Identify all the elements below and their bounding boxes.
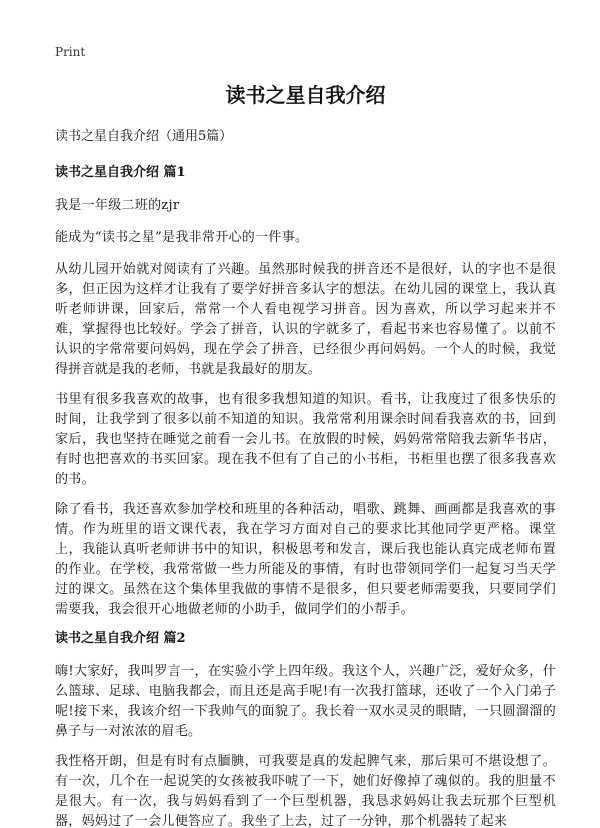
paragraph: 能成为“读书之星”是我非常开心的一件事。: [55, 230, 309, 245]
print-link[interactable]: Print: [55, 45, 86, 59]
paragraph: 嗨!大家好，我叫罗言一，在实验小学上四年级。我这个人，兴趣广泛，爱好众多，什么篮球、足球、电脑我都会，而且还是高手呢!有一次我打篮球，还收了一个入门弟子呢!接下来，我该介绍一下我帅气的面貌了。我长着一双水灵灵的眼睛，一只圆溜溜的鼻子与一对浓浓的眉毛。: [55, 664, 556, 739]
paragraph: 我是一年级二班的zjr: [55, 198, 180, 213]
section-heading-1: 读书之星自我介绍 篇1: [55, 165, 186, 180]
paragraph: 从幼儿园开始就对阅读有了兴趣。虽然那时候我的拼音还不是很好，认的字也不是很多，但正因为这样才让我有了要学好拼音多认字的想法。在幼儿园的课堂上，我认真听老师讲课，回家后，常常一个人看电视学习拼音。因为喜欢，所以学习起来并不难，掌握得也比较好。学会了拼音，认识的字就多了，看起书来也容易懂了。以前不认识的字常常要问妈妈，现在学会了拼音，已经很少再问妈妈。一个人的时候，我觉得拼音就是我的老师，书就是我最好的朋友。: [55, 262, 556, 377]
paragraph: 书里有很多我喜欢的故事，也有很多我想知道的知识。看书，让我度过了很多快乐的时间，让我学到了很多以前不知道的知识。我常常利用课余时间看我喜欢的书，回到家后，我也坚持在睡觉之前看一会儿书。在放假的时候，妈妈常常陪我去新华书店，有时也把喜欢的书买回家。现在我不但有了自己的小书柜，书柜里也摆了很多我喜欢的书。: [55, 392, 556, 487]
paragraph: 我性格开朗，但是有时有点腼腆，可我要是真的发起脾气来，那后果可不堪设想了。有一次，几个在一起说笑的女孩被我吓唬了一下，她们好像掉了魂似的。我的胆量不是很大。有一次，我与妈妈看到了一个巨型机器，我恳求妈妈让我去玩那个巨型机器，妈妈过了一会儿便答应了。我坐了上去，过了一分钟，那个机器转了起来: [55, 754, 556, 828]
paragraph: 除了看书，我还喜欢参加学校和班里的各种活动，唱歌、跳舞、画画都是我喜欢的事情。作为班里的语文课代表，我在学习方面对自己的要求比其他同学更严格。课堂上，我能认真听老师讲书中的知识，积极思考和发言，课后我也能认真完成老师布置的作业。在学校，我常常做一些力所能及的事情，有时也带领同学们一起复习当天学过的课文。虽然在这个集体里我做的事情不是很多，但只要老师需要我，只要同学们需要我，我会很开心地做老师的小助手，做同学们的小帮手。: [55, 502, 556, 617]
document-subtitle: 读书之星自我介绍（通用5篇）: [55, 129, 233, 144]
section-heading-2: 读书之星自我介绍 篇2: [55, 631, 186, 646]
page-title: 读书之星自我介绍: [225, 83, 386, 107]
